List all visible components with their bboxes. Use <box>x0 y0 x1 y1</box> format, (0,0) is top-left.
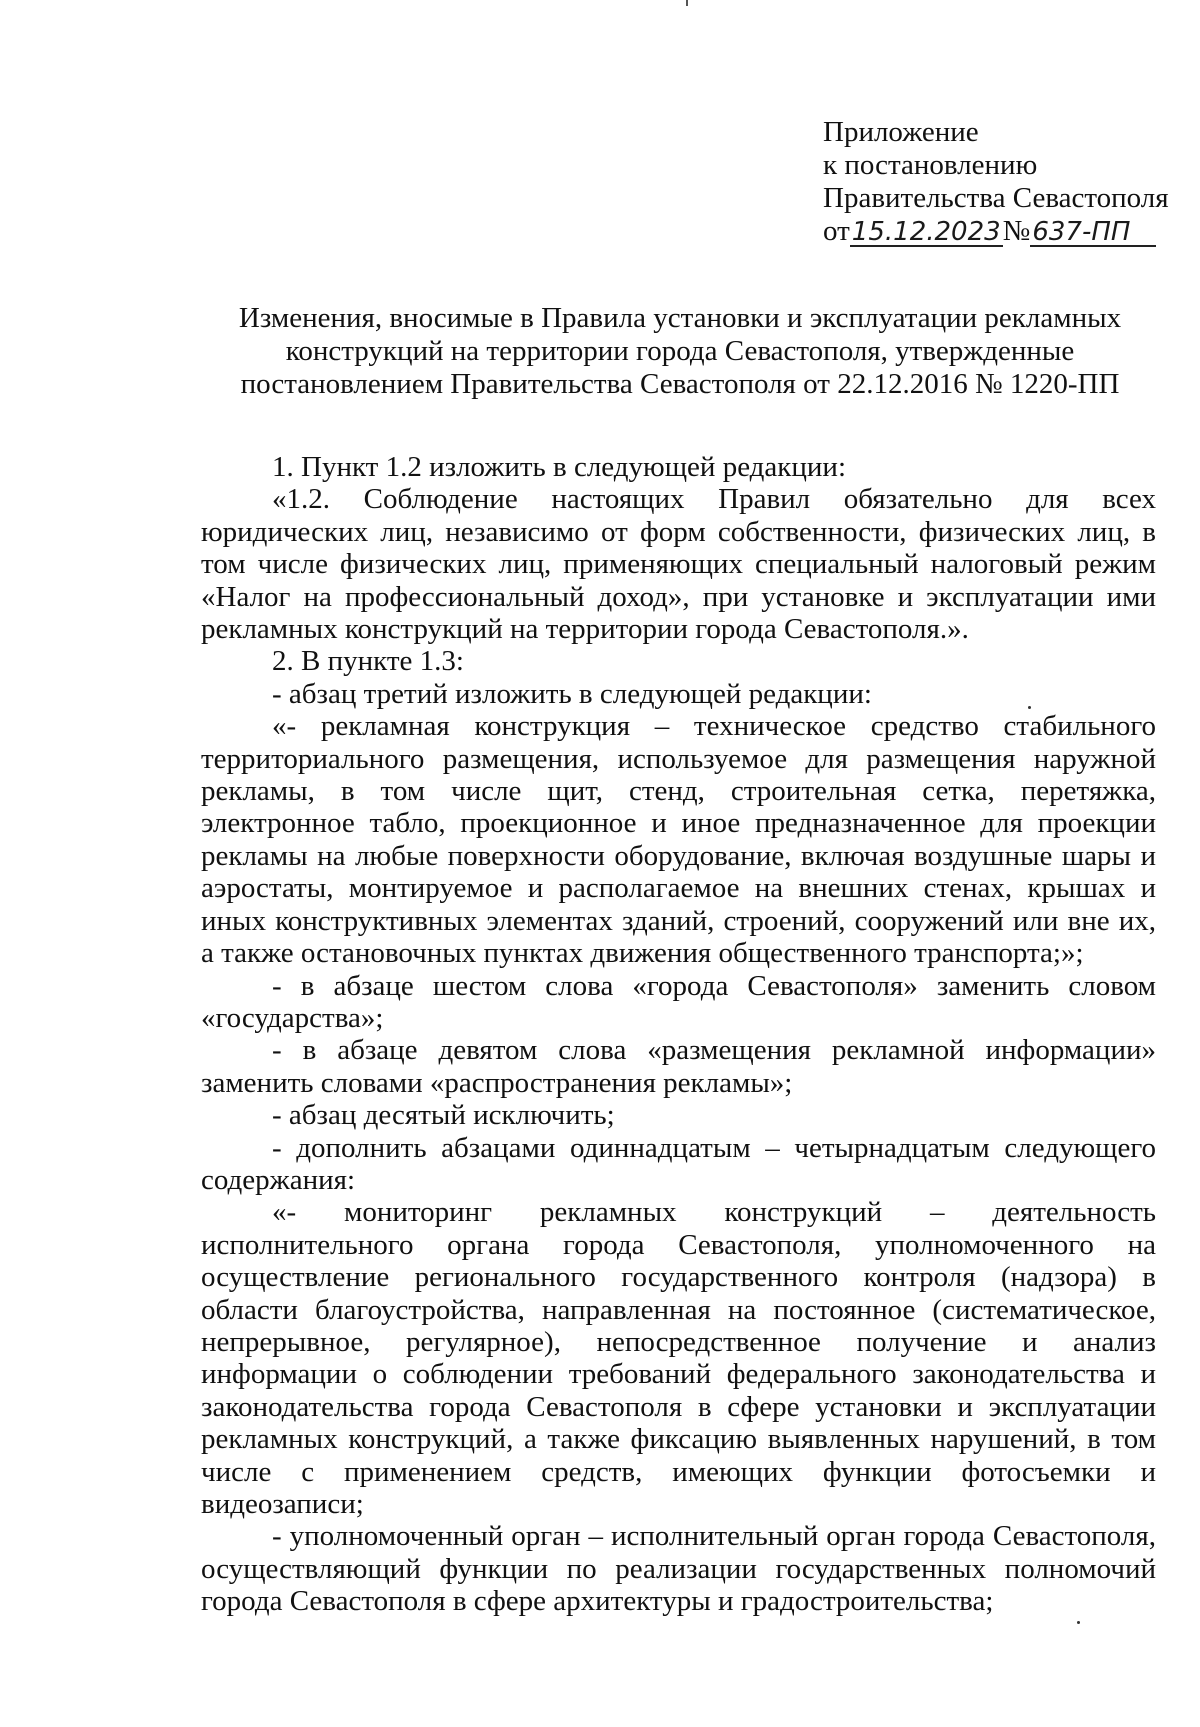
scan-speck <box>1028 706 1031 709</box>
paragraph: - в абзаце шестом слова «города Севастополя» заменить словом «государства»; <box>201 969 1156 1034</box>
paragraph: - в абзаце девятом слова «размещения рекламной информации» заменить словами «распространения рекламы»; <box>201 1034 1156 1099</box>
paragraph: - дополнить абзацами одиннадцатым – четырнадцатым следующего содержания: <box>201 1131 1156 1196</box>
scan-mark <box>686 0 688 6</box>
scan-speck <box>1077 1621 1080 1624</box>
title-line-2: конструкций на территории города Севастополя, утвержденные <box>285 335 1075 367</box>
date-prefix: от <box>823 215 850 247</box>
title-line-1: Изменения, вносимые в Правила установки и эксплуатации рекламных <box>238 302 1122 334</box>
paragraph: - уполномоченный орган – исполнительный орган города Севастополя, осуществляющий функции по реализации государственных полномочий города Севастополя в сфере архитектуры и градостроительства; <box>201 1520 1156 1618</box>
appendix-line-2: к постановлению <box>823 149 1038 181</box>
appendix-date-line <box>823 215 1183 248</box>
paragraph: 1. Пункт 1.2 изложить в следующей редакции: <box>272 451 847 483</box>
appendix-line-3: Правительства Севастополя <box>823 182 1169 214</box>
paragraph: «- рекламная конструкция – техническое средство стабильного территориального размещения, используемое для размещения наружной рекламы, в том числе щит, стенд, строительная сетка, перетяжка, электронное табло, проекционное и иное предназначенное для проекции рекламы на любые поверхности оборудование, включая воздушные шары и аэростаты, монтируемое и располагаемое на внешних стенах, крышах и иных конструктивных элементах зданий, строений, сооружений или вне их, а также остановочных пунктах движения общественного транспорта;»; <box>201 710 1156 970</box>
paragraph: - абзац десятый исключить; <box>272 1099 615 1132</box>
appendix-line-1: Приложение <box>823 116 979 148</box>
document-body <box>201 451 1156 1618</box>
handwritten-date: 15.12.2023 <box>851 217 1001 247</box>
title-line-3: постановлением Правительства Севастополя от 22.12.2016 № 1220-ПП <box>240 368 1120 400</box>
appendix-block <box>823 116 1183 248</box>
document-title <box>200 302 1160 401</box>
paragraph: 2. В пункте 1.3: <box>272 645 464 678</box>
paragraph: «1.2. Соблюдение настоящих Правил обязательно для всех юридических лиц, независимо от форм собственности, физических лиц, в том числе физических лиц, применяющих специальный налоговый режим «Налог на профессиональный доход», при установке и эксплуатации ими рекламных конструкций на территории города Севастополя.». <box>201 483 1156 646</box>
number-sign: № <box>1002 215 1031 247</box>
paragraph: «- мониторинг рекламных конструкций – деятельность исполнительного органа города Севастополя, уполномоченного на осуществление регионального государственного контроля (надзора) в области благоустройства, направленная на постоянное (систематическое, непрерывное, регулярное), непосредственное получение и анализ информации о соблюдении требований федерального законодательства и законодательства города Севастополя в сфере установки и эксплуатации рекламных конструкций, а также фиксацию выявленных нарушений, в том числе с применением средств, имеющих функции фотосъемки и видеозаписи; <box>201 1196 1156 1520</box>
handwritten-number: 637-ПП <box>1030 219 1156 247</box>
paragraph: - абзац третий изложить в следующей редакции: <box>272 677 872 710</box>
